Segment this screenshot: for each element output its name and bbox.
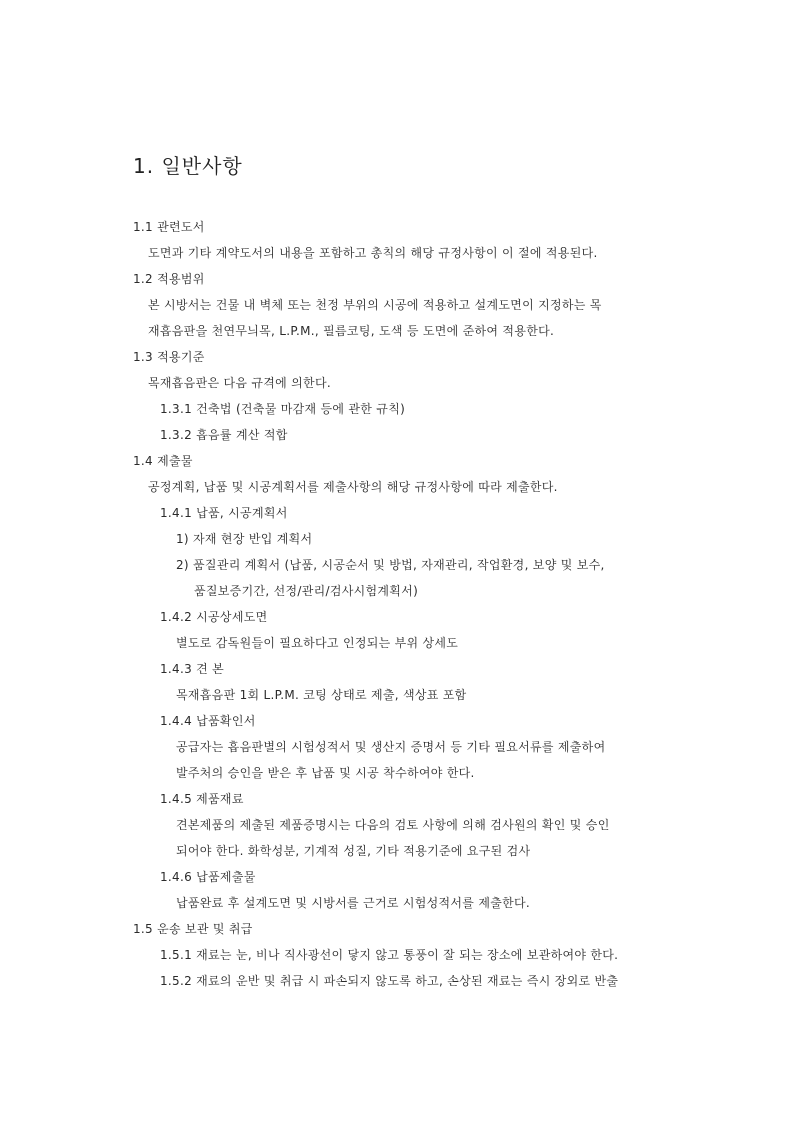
item-1-5-2: 1.5.2 재료의 운반 및 취급 시 파손되지 않도록 하고, 손상된 재료는 즉시 장외로 반출 xyxy=(160,974,619,988)
item-1-4-5: 1.4.5 제품재료 xyxy=(160,792,244,806)
heading-1-4: 1.4 제출물 xyxy=(133,454,193,468)
paragraph-1-4: 공정계획, 납품 및 시공계획서를 제출사항의 해당 규정사항에 따라 제출한다. xyxy=(148,480,558,494)
heading-1-1: 1.1 관련도서 xyxy=(133,220,205,234)
heading-1-3: 1.3 적용기준 xyxy=(133,350,205,364)
item-1-4-3: 1.4.3 견 본 xyxy=(160,662,225,676)
item-1-4-6: 1.4.6 납품제출물 xyxy=(160,870,256,884)
heading-1-2: 1.2 적용범위 xyxy=(133,272,205,286)
item-1-4-5-body-line-1: 견본제품의 제출된 제품증명시는 다음의 검토 사항에 의해 검사원의 확인 및 승인 xyxy=(176,818,610,832)
item-1-4-3-body: 목재흡음판 1회 L.P.M. 코팅 상태로 제출, 색상표 포함 xyxy=(176,688,467,702)
item-1-3-2: 1.3.2 흡음률 계산 적합 xyxy=(160,428,288,442)
item-1-4-4: 1.4.4 납품확인서 xyxy=(160,714,256,728)
paragraph-1-1: 도면과 기타 계약도서의 내용을 포함하고 총칙의 해당 규정사항이 이 절에 적용된다. xyxy=(148,246,598,260)
paragraph-1-2-line-2: 재흡음판을 천연무늬목, L.P.M., 필름코팅, 도색 등 도면에 준하여 적용한다. xyxy=(148,324,555,338)
item-1-4-4-body-line-2: 발주처의 승인을 받은 후 납품 및 시공 착수하여야 한다. xyxy=(176,766,475,780)
paragraph-1-2-line-1: 본 시방서는 건물 내 벽체 또는 천정 부위의 시공에 적용하고 설계도면이 지정하는 목 xyxy=(148,298,602,312)
item-1-4-1: 1.4.1 납품, 시공계획서 xyxy=(160,506,288,520)
heading-1-5: 1.5 운송 보관 및 취급 xyxy=(133,922,253,936)
item-1-4-5-body-line-2: 되어야 한다. 화학성분, 기계적 성질, 기타 적용기준에 요구된 검사 xyxy=(176,844,531,858)
item-1-4-1-sub-2: 2) 품질관리 계획서 (납품, 시공순서 및 방법, 자재관리, 작업환경, 보양 및 보수, xyxy=(176,558,605,572)
item-1-4-4-body-line-1: 공급자는 흡음판별의 시험성적서 및 생산지 증명서 등 기타 필요서류를 제출하여 xyxy=(176,740,606,754)
item-1-4-2: 1.4.2 시공상세도면 xyxy=(160,610,268,624)
item-1-4-2-body: 별도로 감독원들이 필요하다고 인정되는 부위 상세도 xyxy=(176,636,459,650)
section-title: 1. 일반사항 xyxy=(133,154,243,178)
item-1-3-1: 1.3.1 건축법 (건축물 마감재 등에 관한 규칙) xyxy=(160,402,406,416)
item-1-4-6-body: 납품완료 후 설계도면 및 시방서를 근거로 시험성적서를 제출한다. xyxy=(176,896,531,910)
item-1-4-1-sub-1: 1) 자재 현장 반입 계획서 xyxy=(176,532,313,546)
paragraph-1-3: 목재흡음판은 다음 규격에 의한다. xyxy=(148,376,331,390)
item-1-4-1-sub-2-cont: 품질보증기간, 선정/관리/검사시험계획서) xyxy=(194,584,419,598)
item-1-5-1: 1.5.1 재료는 눈, 비나 직사광선이 닿지 않고 통풍이 잘 되는 장소에 보관하여야 한다. xyxy=(160,948,619,962)
